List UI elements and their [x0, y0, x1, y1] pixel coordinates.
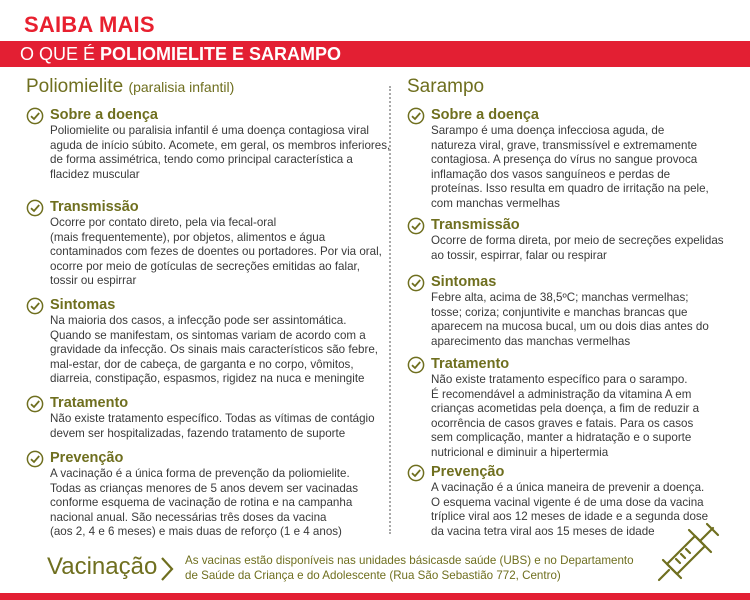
check-circle-icon: [407, 217, 425, 235]
text-line: A vacinação é a única maneira de prevenir a doença.: [431, 481, 705, 494]
sarampo-column: [407, 76, 727, 539]
check-circle-icon: [26, 297, 44, 315]
syringe-icon: [655, 522, 721, 584]
text-line: inflamação dos vasos sanguíneos e perdas de: [431, 167, 671, 181]
banner-prefix: O QUE É: [20, 44, 101, 64]
text-line: Poliomielite ou paralisia infantil é uma doença contagiosa viral: [50, 124, 370, 137]
footer-line: de Saúde da Criança e do Adolescente (Rua São Sebastião 772, Centro): [185, 569, 561, 582]
section-title: Sobre a doença: [431, 107, 539, 123]
text-line: A vacinação é a única forma de prevenção da poliomielite.: [50, 467, 350, 480]
section-text: [50, 216, 382, 289]
check-circle-icon: [407, 274, 425, 292]
text-line: Quando se manifestam, os sintomas variam de acordo com a: [50, 328, 366, 342]
section-title: Transmissão: [50, 199, 139, 215]
text-line: da vacina tetra viral aos 15 meses de idade: [431, 524, 655, 538]
text-line: Sarampo é uma doença infecciosa aguda, de: [431, 124, 665, 137]
text-line: Febre alta, acima de 38,5ºC; manchas vermelhas;: [431, 291, 689, 304]
text-line: Todas as crianças menores de 5 anos devem ser vacinadas: [50, 481, 359, 495]
check-circle-icon: [26, 450, 44, 468]
check-circle-icon: [26, 199, 44, 217]
text-line: tossir ou espirrar: [50, 274, 137, 288]
text-line: tríplice viral aos 12 meses de idade e a segunda dose: [431, 510, 709, 524]
text-line: É recomendável a administração da vitamina A em: [431, 387, 692, 401]
text-line: sem complicação, manter a hidratação e o suporte: [431, 431, 692, 445]
text-line: Não existe tratamento específico. Todas as vítimas de contágio: [50, 412, 375, 425]
text-line: flacidez muscular: [50, 167, 140, 181]
text-line: Ocorre por contato direto, pela via fecal-oral: [50, 216, 277, 229]
check-circle-icon: [26, 395, 44, 413]
title-banner: [0, 41, 750, 67]
text-line: aparecimento das manchas vermelhas: [431, 334, 631, 348]
text-line: (aos 2, 4 e 6 meses) e mais duas de reforço (1 e 4 anos): [50, 525, 342, 539]
text-line: de forma assimétrica, tendo como principal característica a: [50, 153, 353, 167]
section-text: [431, 291, 727, 349]
vacinacao-label: Vacinação: [47, 553, 158, 580]
section-title: Prevenção: [50, 450, 124, 466]
sarampo-section-sobre: [407, 106, 727, 216]
section-text: [431, 234, 727, 263]
section-title: Sintomas: [50, 297, 116, 313]
chevron-right-icon: [160, 556, 174, 582]
check-circle-icon: [407, 356, 425, 374]
poliomielite-column: [26, 76, 391, 540]
section-title: Transmissão: [431, 217, 520, 233]
section-title: Sobre a doença: [50, 107, 158, 123]
polio-section-tratamento: [26, 394, 376, 449]
vacinacao-info: [185, 553, 634, 583]
text-line: Ocorre de forma direta, por meio de secreções expelidas: [431, 234, 724, 247]
text-line: O esquema vacinal vigente é de uma dose da vacina: [431, 495, 704, 509]
text-line: com manchas vermelhas: [431, 196, 560, 210]
text-line: contaminados com fezes de doentes ou portadores. Por via oral,: [50, 245, 382, 259]
text-line: mal-estar, dor de cabeça, de garganta e no corpo, vômitos,: [50, 357, 354, 371]
text-line: nutricional e diminuir a hipertermia: [431, 445, 609, 459]
sarampo-section-transmissao: [407, 216, 727, 273]
text-line: tosse; coriza; conjuntivite e manchas brancas que: [431, 305, 688, 319]
section-title: Sintomas: [431, 274, 497, 290]
text-line: gravidade da infecção. Os sinais mais característicos são febre,: [50, 343, 378, 357]
page-title: SAIBA MAIS: [24, 12, 155, 37]
polio-section-sobre: [26, 106, 391, 198]
sarampo-section-tratamento: [407, 355, 727, 463]
sarampo-section-sintomas: [407, 273, 727, 355]
text-line: aparecem na mucosa bucal, um ou dois dias antes do: [431, 320, 709, 334]
check-circle-icon: [26, 107, 44, 125]
section-title: Prevenção: [431, 464, 505, 480]
polio-section-prevencao: [26, 449, 376, 540]
section-text: [50, 314, 376, 387]
text-line: Não existe tratamento específico para o sarampo.: [431, 373, 688, 386]
section-text: [50, 124, 391, 182]
text-line: conforme esquema de vacinação de rotina e na campanha: [50, 496, 353, 510]
text-line: crianças acometidas pela doença, a fim de reduzir a: [431, 402, 700, 416]
section-text: [50, 412, 376, 441]
column-title-polio: [26, 76, 376, 106]
bottom-bar: [0, 593, 750, 600]
check-circle-icon: [407, 464, 425, 482]
polio-subtitle: (paralisia infantil): [128, 79, 235, 95]
text-line: natureza viral, grave, transmissível e extremamente: [431, 138, 698, 152]
column-divider: [389, 86, 391, 534]
polio-section-transmissao: [26, 198, 382, 296]
banner-highlight: POLIOMIELITE E SARAMPO: [100, 44, 342, 64]
text-line: diarreia, constipação, espasmos, rigidez na nuca e meningite: [50, 372, 365, 386]
section-title: Tratamento: [431, 356, 510, 372]
text-line: devem ser hospitalizadas, fazendo tratamento de suporte: [50, 426, 346, 440]
text-line: nacional anual. São necessárias três doses da vacina: [50, 510, 327, 524]
section-title: Tratamento: [50, 395, 129, 411]
polio-title: Poliomielite: [26, 76, 124, 97]
text-line: (mais frequentemente), por objetos, alimentos e água: [50, 230, 326, 244]
text-line: ocorrência de casos graves e fatais. Para os casos: [431, 416, 694, 430]
text-line: ocorre por meio de gotículas de secreções emitidas ao falar,: [50, 259, 360, 273]
text-line: contagiosa. A presença do vírus no sangue provoca: [431, 153, 698, 167]
column-title-sarampo: Sarampo: [407, 76, 485, 97]
check-circle-icon: [407, 107, 425, 125]
text-line: proteínas. Isso resulta em quadro de irritação na pele,: [431, 182, 709, 196]
section-text: [431, 373, 727, 461]
text-line: aguda de início súbito. Acomete, em geral, os membros inferiores,: [50, 138, 391, 152]
section-text: [50, 467, 376, 540]
polio-section-sintomas: [26, 296, 376, 394]
footer-line: As vacinas estão disponíveis nas unidades básicasde saúde (UBS) e no Departamento: [185, 554, 634, 567]
section-text: [431, 124, 727, 212]
text-line: ao tossir, espirrar, falar ou respirar: [431, 248, 607, 262]
text-line: Na maioria dos casos, a infecção pode ser assintomática.: [50, 314, 347, 327]
